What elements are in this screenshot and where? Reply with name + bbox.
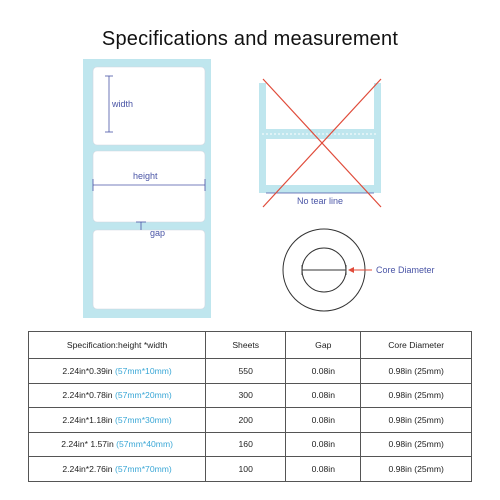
cell-core: 0.98in (25mm) — [361, 359, 472, 384]
header-gap: Gap — [286, 332, 361, 359]
cell-gap: 0.08in — [286, 408, 361, 433]
spec-inches: 2.24in*0.39in — [62, 365, 115, 376]
width-label: width — [112, 99, 134, 109]
spec-table — [28, 331, 472, 482]
spec-metric: (57mm*30mm) — [114, 414, 172, 425]
cell-sheets: 160 — [206, 432, 286, 457]
cell-core: 0.98in (25mm) — [361, 383, 472, 408]
cell-spec — [29, 359, 206, 384]
cell-sheets: 550 — [206, 359, 286, 384]
spec-metric: (57mm*70mm) — [114, 463, 172, 474]
header-core: Core Diameter — [361, 332, 472, 359]
header-spec: Specification:height *width — [29, 332, 206, 359]
label-2 — [93, 151, 205, 222]
table-row — [29, 432, 472, 457]
core-roll — [283, 229, 372, 311]
page-title: Specifications and measurement — [101, 28, 399, 50]
label-1 — [93, 67, 205, 145]
table-row — [29, 383, 472, 408]
no-tear-line-strip — [259, 79, 381, 207]
cell-sheets: 100 — [206, 457, 286, 482]
table-header-row — [29, 332, 472, 359]
gap-label: gap — [150, 228, 166, 238]
core-diameter-label: Core Diameter — [376, 265, 435, 275]
no-tear-line-label: No tear line — [297, 196, 344, 206]
height-label: height — [133, 171, 158, 181]
spec-inches: 2.24in*0.78in — [62, 390, 115, 401]
spec-inches: 2.24in* 1.57in — [61, 439, 117, 450]
table-row — [29, 457, 472, 482]
table-row — [29, 408, 472, 433]
cell-sheets: 200 — [206, 408, 286, 433]
label-3 — [93, 230, 205, 309]
spec-inches: 2.24in*1.18in — [62, 414, 115, 425]
cell-sheets: 300 — [206, 383, 286, 408]
cell-gap: 0.08in — [286, 432, 361, 457]
continuous-label-top — [266, 83, 374, 129]
cell-core: 0.98in (25mm) — [361, 408, 472, 433]
cell-spec — [29, 408, 206, 433]
spec-metric: (57mm*40mm) — [116, 439, 173, 450]
cell-spec — [29, 383, 206, 408]
cell-core: 0.98in (25mm) — [361, 457, 472, 482]
spec-metric: (57mm*20mm) — [114, 390, 172, 401]
spec-inches: 2.24in*2.76in — [62, 463, 115, 474]
cell-gap: 0.08in — [286, 359, 361, 384]
cell-gap: 0.08in — [286, 383, 361, 408]
cell-gap: 0.08in — [286, 457, 361, 482]
spec-metric: (57mm*10mm) — [114, 365, 172, 376]
header-sheets: Sheets — [206, 332, 286, 359]
cell-spec — [29, 432, 206, 457]
table-row — [29, 359, 472, 384]
cell-core: 0.98in (25mm) — [361, 432, 472, 457]
label-strip — [83, 59, 211, 318]
cell-spec — [29, 457, 206, 482]
